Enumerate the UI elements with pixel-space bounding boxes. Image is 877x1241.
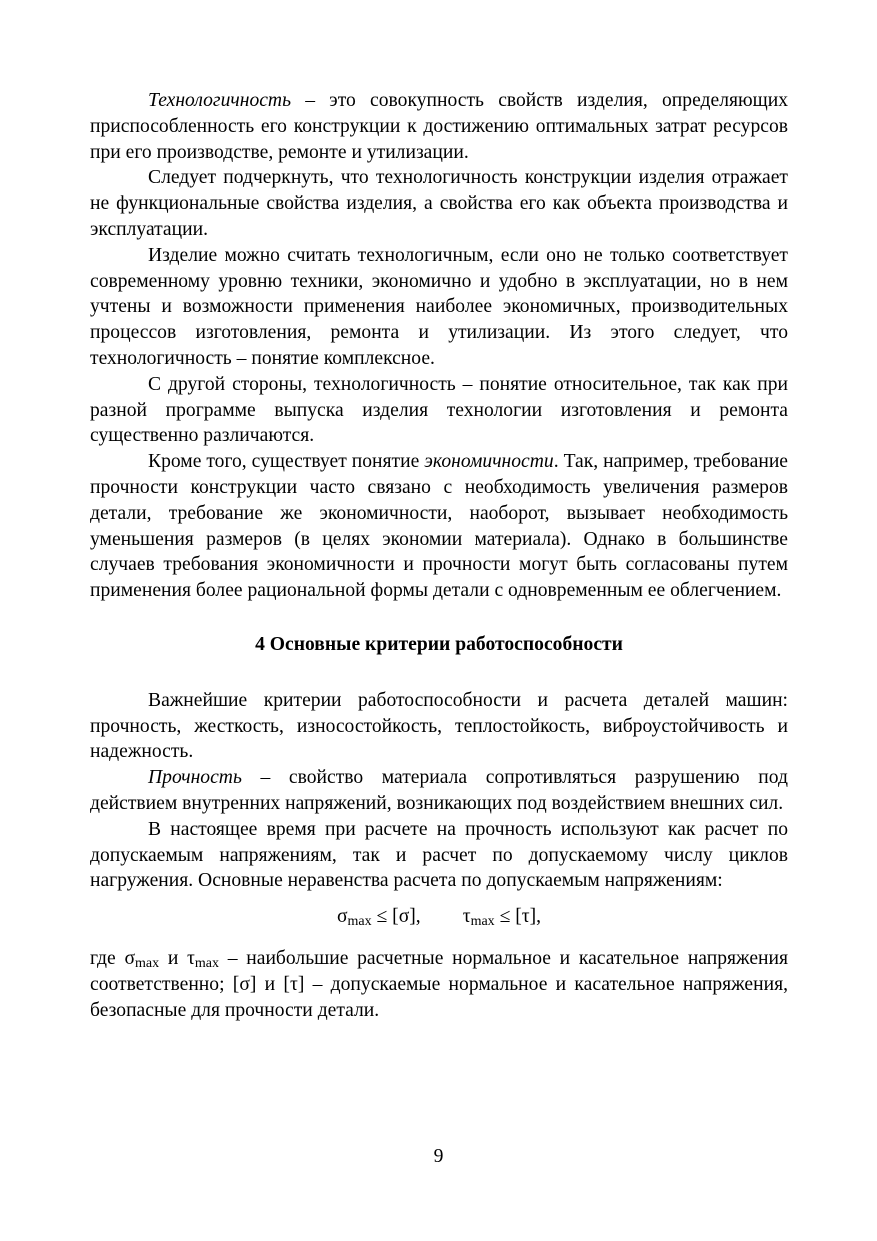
paragraph-manufacturable-product: Изделие можно считать технологичным, если оно не только соответствует современному уровню техники, экономично и удобно в эксплуатации, но в нем учтены и возможности применения наиболее экономичных, производительных процессов изготовления, ремонта и утилизации. Из этого следует, что технологичность – понятие комплексное.	[90, 244, 788, 369]
paragraph-manufacturability-note: Следует подчеркнуть, что технологичность конструкции изделия отражает не функциональные свойства изделия, а свойства его как объекта производства и эксплуатации.	[90, 167, 788, 240]
paragraph-economy: Кроме того, существует понятие экономичности. Так, например, требование прочности конструкции часто связано с необходимость увеличения размеров детали, требование же экономичности, наоборот, вызывает необходимость уменьшения размеров (в целях экономии материала). Однако в большинстве случаев требования экономичности и прочности могут быть согласованы путем применения более рациональной формы детали с одновременным ее облегчением.	[90, 451, 788, 602]
term-strength: Прочность	[148, 767, 242, 789]
inequality-formula: $\sigma_{max} \le [\sigma]$, $\tau_{max} \le [\tau]$,	[336, 906, 542, 930]
paragraph-relative-concept: С другой стороны, технологичность – понятие относительное, так как при разной программе выпуска изделия технологии изготовления и ремонта существенно различаются.	[90, 373, 788, 447]
page-number: 9	[433, 1146, 444, 1167]
term-manufacturability: Технологичность	[148, 90, 292, 111]
paragraph-criteria: Важнейшие критерии работоспособности и расчета деталей машин: прочность, жесткость, износостойкость, теплостойкость, виброустойчивость и надежность.	[90, 689, 788, 763]
paragraph-formula-explanation: где $\sigma_{max}$ и $\tau_{max}$ – наибольшие расчетные нормальное и касательное напряжения соответственно; [σ] и [τ] – допускаемые нормальное и касательное напряжения, безопасные для прочности детали.	[90, 947, 788, 1021]
paragraph-strength-definition: Прочность – свойство материала сопротивляться разрушению под действием внутренних напряжений, возникающих под воздействием внешних сил.	[90, 767, 788, 814]
body-text	[90, 88, 788, 1023]
term-economy: экономичности	[424, 451, 554, 473]
section-heading: 4 Основные критерии работоспособности	[255, 633, 623, 655]
paragraph-manufacturability-definition: Технологичность – это совокупность свойств изделия, определяющих приспособленность его конструкции к достижению оптимальных затрат ресурсов при его производстве, ремонте и утилизации.	[90, 90, 788, 163]
paragraph-strength-calculation: В настоящее время при расчете на прочность используют как расчет по допускаемым напряжениям, так и расчет по допускаемому числу циклов нагружения. Основные неравенства расчета по допускаемым напряжениям:	[90, 818, 788, 892]
